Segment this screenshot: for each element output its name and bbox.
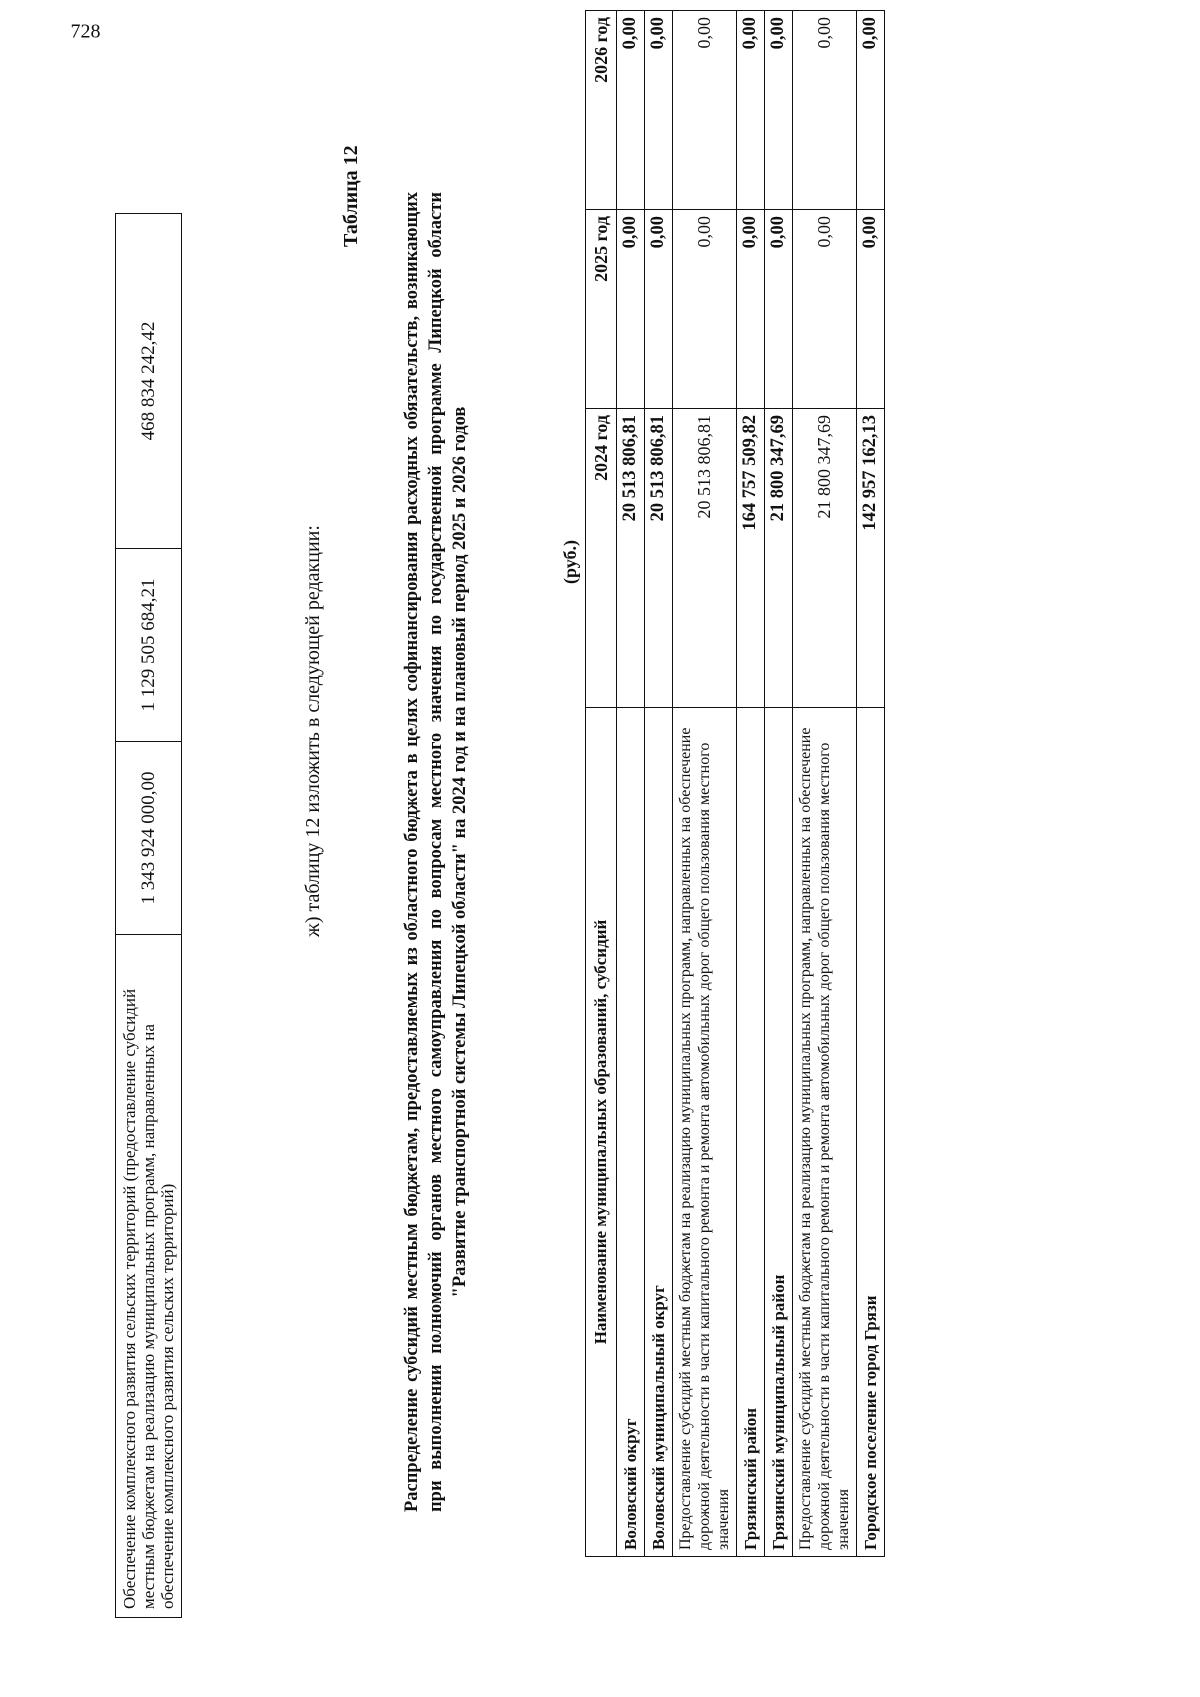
table-row (737, 11, 765, 1557)
row-2024: 20 513 806,81 (617, 409, 645, 708)
table-header-row (586, 11, 617, 1557)
row-name: Грязинский район (737, 708, 765, 1557)
row-2024: 20 513 806,81 (673, 409, 737, 708)
page-number: 728 (70, 20, 101, 43)
row-name: Воловский округ (617, 708, 645, 1557)
row-name: Воловский муниципальный округ (645, 708, 673, 1557)
row-name: Городское поселение город Грязи (857, 708, 885, 1557)
table-row (673, 11, 737, 1557)
row-2026: 0,00 (765, 11, 793, 210)
row-2026: 0,00 (857, 11, 885, 210)
header-2024: 2024 год (586, 409, 617, 708)
prev-row-2026: 468 834 242,42 (116, 214, 182, 549)
row-2026: 0,00 (617, 11, 645, 210)
row-2025: 0,00 (737, 210, 765, 409)
unit-label: (руб.) (560, 539, 580, 584)
row-2026: 0,00 (673, 11, 737, 210)
row-2025: 0,00 (857, 210, 885, 409)
header-2026: 2026 год (586, 11, 617, 210)
subsidy-table (585, 10, 885, 1557)
table-row (765, 11, 793, 1557)
intro-text: ж) таблицу 12 изложить в следующей редакции: (302, 525, 324, 937)
table-row (793, 11, 857, 1557)
row-2025: 0,00 (793, 210, 857, 409)
table-row (617, 11, 645, 1557)
row-2026: 0,00 (793, 11, 857, 210)
table-row (116, 214, 182, 1618)
row-2024: 164 757 509,82 (737, 409, 765, 708)
table-row (645, 11, 673, 1557)
row-name: Грязинский муниципальный район (765, 708, 793, 1557)
row-name: Предоставление субсидий местным бюджетам на реализацию муниципальных программ, направленных на обеспечение дорожной деятельности в части капитального ремонта и ремонта автомобильных дорог общего пользования местного значения (673, 708, 737, 1557)
previous-table-fragment (115, 213, 182, 1618)
prev-row-text: Обеспечение комплексного развития сельских территорий (предоставление субсидий местным бюджетам на реализацию муниципальных программ, направленных на обеспечение комплексного развития сельских территорий) (116, 935, 182, 1618)
table-label: Таблица 12 (340, 145, 362, 247)
row-2024: 142 957 162,13 (857, 409, 885, 708)
row-2025: 0,00 (617, 210, 645, 409)
prev-row-2025: 1 129 505 684,21 (116, 549, 182, 742)
prev-row-2024: 1 343 924 000,00 (116, 742, 182, 935)
header-2025: 2025 год (586, 210, 617, 409)
row-2024: 21 800 347,69 (765, 409, 793, 708)
header-name: Наименование муниципальных образований, субсидий (586, 708, 617, 1557)
row-2026: 0,00 (645, 11, 673, 210)
table-row (857, 11, 885, 1557)
row-2024: 21 800 347,69 (793, 409, 857, 708)
row-2026: 0,00 (737, 11, 765, 210)
row-2025: 0,00 (673, 210, 737, 409)
row-name: Предоставление субсидий местным бюджетам на реализацию муниципальных программ, направленных на обеспечение дорожной деятельности в части капитального ремонта и ремонта автомобильных дорог общего пользования местного значения (793, 708, 857, 1557)
row-2025: 0,00 (765, 210, 793, 409)
row-2024: 20 513 806,81 (645, 409, 673, 708)
table-title: Распределение субсидий местным бюджетам, предоставляемых из областного бюджета в целях софинансирования расходных обязательств, возникающих при выполнении полномочий органов местного самоуправления по вопросам местного значения по государственной программе Липецкой области "Развитие транспортной системы Липецкой области" на 2024 год и на плановый период 2025 и 2026 годов (402, 192, 470, 1512)
row-2025: 0,00 (645, 210, 673, 409)
